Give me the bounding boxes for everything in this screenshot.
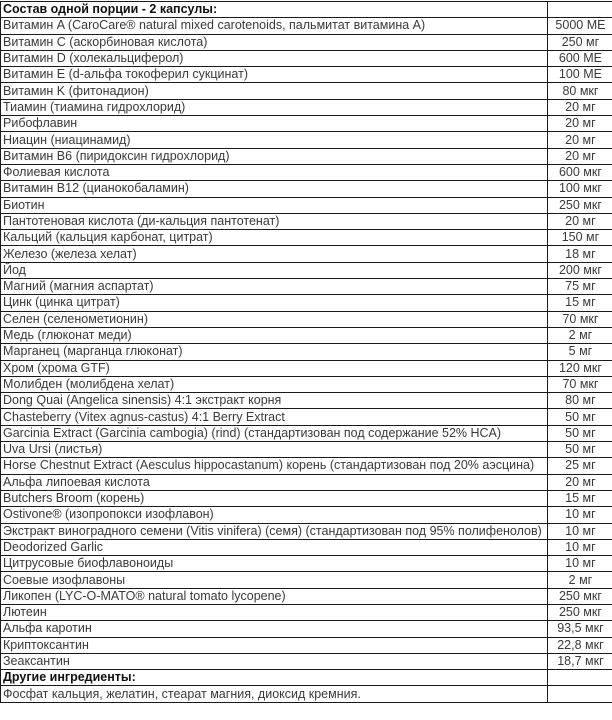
ingredient-name: Медь (глюконат меди): [1, 327, 548, 343]
ingredient-name: Селен (селенометионин): [1, 311, 548, 327]
ingredient-amount: 10 мг: [547, 523, 612, 539]
ingredient-row: [1, 637, 612, 653]
ingredient-name: Цитрусовые биофлавоноиды: [1, 556, 548, 572]
ingredient-amount: 100 мкг: [547, 181, 612, 197]
ingredient-name: Железо (железа хелат): [1, 246, 548, 262]
ingredient-amount: 50 мг: [547, 409, 612, 425]
ingredient-name: Магний (магния аспартат): [1, 279, 548, 295]
ingredient-name: Экстракт виноградного семени (Vitis vinifera) (семя) (стандартизован под 95% полифенолов): [1, 523, 548, 539]
ingredient-name: Витамин D (холекальциферол): [1, 50, 548, 66]
ingredient-row: [1, 425, 612, 441]
ingredient-name: Хром (хрома GTF): [1, 360, 548, 376]
ingredient-row: [1, 83, 612, 99]
ingredient-amount: 200 мкг: [547, 262, 612, 278]
ingredient-row: [1, 360, 612, 376]
ingredient-amount: 5 мг: [547, 344, 612, 360]
ingredient-row: [1, 604, 612, 620]
ingredient-row: [1, 539, 612, 555]
ingredient-amount: 250 мкг: [547, 604, 612, 620]
ingredient-amount: 100 МЕ: [547, 67, 612, 83]
ingredient-amount: 50 мг: [547, 442, 612, 458]
ingredient-row: [1, 621, 612, 637]
ingredient-name: Криптоксантин: [1, 637, 548, 653]
ingredient-amount: 600 МЕ: [547, 50, 612, 66]
ingredient-amount: 20 мг: [547, 213, 612, 229]
ingredient-amount: 80 мг: [547, 393, 612, 409]
ingredient-row: [1, 474, 612, 490]
ingredient-name: Лютеин: [1, 604, 548, 620]
ingredient-name: Витамин K (фитонадион): [1, 83, 548, 99]
ingredient-name: Ликопен (LYC-O-MATO® natural tomato lycopene): [1, 588, 548, 604]
ingredient-name: Ниацин (ниацинамид): [1, 132, 548, 148]
ingredient-name: Витамин B6 (пиридоксин гидрохлорид): [1, 148, 548, 164]
ingredient-row: [1, 116, 612, 132]
ingredient-row: [1, 442, 612, 458]
ingredient-amount: 93,5 мкг: [547, 621, 612, 637]
ingredient-amount: 120 мкг: [547, 360, 612, 376]
ingredient-row: [1, 523, 612, 539]
ingredient-row: [1, 164, 612, 180]
ingredient-amount: 22,8 мкг: [547, 637, 612, 653]
ingredient-name: Витамин B12 (цианокобаламин): [1, 181, 548, 197]
ingredient-amount: 20 мг: [547, 148, 612, 164]
ingredient-amount: 10 мг: [547, 556, 612, 572]
ingredient-name: Рибофлавин: [1, 116, 548, 132]
ingredient-name: Butchers Broom (корень): [1, 490, 548, 506]
ingredient-name: Horse Chestnut Extract (Aesculus hippocastanum) корень (стандартизован под 20% аэсцина): [1, 458, 548, 474]
ingredient-amount: 20 мг: [547, 132, 612, 148]
other-ingredients-amount-empty: [547, 670, 612, 686]
ingredient-name: Кальций (кальция карбонат, цитрат): [1, 230, 548, 246]
ingredient-amount: 20 мг: [547, 474, 612, 490]
ingredient-name: Зеаксантин: [1, 653, 548, 669]
ingredient-name: Йод: [1, 262, 548, 278]
ingredient-amount: 2 мг: [547, 327, 612, 343]
ingredient-name: Dong Quai (Angelica sinensis) 4:1 экстракт корня: [1, 393, 548, 409]
ingredient-row: [1, 588, 612, 604]
ingredient-amount: 250 мг: [547, 34, 612, 50]
other-ingredients-row: [1, 686, 612, 702]
ingredient-row: [1, 327, 612, 343]
ingredient-name: Deodorized Garlic: [1, 539, 548, 555]
ingredient-row: [1, 18, 612, 34]
ingredient-name: Пантотеновая кислота (ди-кальция пантотенат): [1, 213, 548, 229]
ingredient-row: [1, 99, 612, 115]
ingredient-row: [1, 376, 612, 392]
ingredient-row: [1, 197, 612, 213]
ingredient-amount: 250 мкг: [547, 588, 612, 604]
ingredient-name: Витамин A (CaroCare® natural mixed carotenoids, пальмитат витамина А): [1, 18, 548, 34]
other-ingredients-title: Другие ингредиенты:: [1, 670, 548, 686]
ingredient-row: [1, 490, 612, 506]
ingredient-amount: 250 мкг: [547, 197, 612, 213]
ingredient-row: [1, 246, 612, 262]
ingredient-row: [1, 181, 612, 197]
ingredient-name: Молибден (молибдена хелат): [1, 376, 548, 392]
header-row: [1, 2, 612, 18]
other-ingredients-amount-empty: [547, 686, 612, 702]
ingredient-row: [1, 458, 612, 474]
ingredient-row: [1, 295, 612, 311]
ingredient-name: Цинк (цинка цитрат): [1, 295, 548, 311]
ingredient-amount: 150 мг: [547, 230, 612, 246]
ingredient-row: [1, 132, 612, 148]
ingredient-name: Фолиевая кислота: [1, 164, 548, 180]
ingredient-amount: 10 мг: [547, 539, 612, 555]
ingredient-amount: 18 мг: [547, 246, 612, 262]
ingredient-row: [1, 67, 612, 83]
ingredient-amount: 25 мг: [547, 458, 612, 474]
ingredient-row: [1, 262, 612, 278]
ingredient-row: [1, 148, 612, 164]
ingredient-name: Альфа каротин: [1, 621, 548, 637]
ingredient-amount: 70 мкг: [547, 311, 612, 327]
ingredient-row: [1, 311, 612, 327]
ingredient-amount: 15 мг: [547, 490, 612, 506]
ingredient-row: [1, 279, 612, 295]
other-ingredients-text: Фосфат кальция, желатин, стеарат магния, диоксид кремния.: [1, 686, 548, 702]
ingredient-amount: 20 мг: [547, 116, 612, 132]
ingredient-amount: 80 мкг: [547, 83, 612, 99]
ingredient-row: [1, 556, 612, 572]
ingredient-row: [1, 409, 612, 425]
ingredient-amount: 2 мг: [547, 572, 612, 588]
ingredient-amount: 600 мкг: [547, 164, 612, 180]
ingredient-name: Альфа липоевая кислота: [1, 474, 548, 490]
ingredient-name: Биотин: [1, 197, 548, 213]
composition-table: [0, 1, 612, 703]
ingredient-row: [1, 572, 612, 588]
ingredient-row: [1, 230, 612, 246]
ingredient-row: [1, 507, 612, 523]
ingredient-row: [1, 393, 612, 409]
ingredient-row: [1, 213, 612, 229]
ingredient-name: Соевые изофлавоны: [1, 572, 548, 588]
ingredient-amount: 15 мг: [547, 295, 612, 311]
ingredient-amount: 5000 МЕ: [547, 18, 612, 34]
ingredient-name: Витамин C (аскорбиновая кислота): [1, 34, 548, 50]
ingredient-amount: 75 мг: [547, 279, 612, 295]
ingredient-name: Uva Ursi (листья): [1, 442, 548, 458]
ingredient-name: Тиамин (тиамина гидрохлорид): [1, 99, 548, 115]
ingredient-row: [1, 653, 612, 669]
ingredient-amount: 70 мкг: [547, 376, 612, 392]
ingredient-amount: 50 мг: [547, 425, 612, 441]
other-ingredients-header-row: [1, 670, 612, 686]
ingredient-name: Garcinia Extract (Garcinia cambogia) (rind) (стандартизован под содержание 52% HCA): [1, 425, 548, 441]
ingredient-row: [1, 34, 612, 50]
serving-title: Состав одной порции - 2 капсулы:: [1, 2, 548, 18]
ingredient-name: Витамин E (d-альфа токоферил сукцинат): [1, 67, 548, 83]
ingredient-amount: 20 мг: [547, 99, 612, 115]
ingredient-name: Ostivone® (изопропокси изофлавон): [1, 507, 548, 523]
ingredient-row: [1, 344, 612, 360]
serving-amount: [547, 2, 612, 18]
ingredient-row: [1, 50, 612, 66]
ingredient-amount: 10 мг: [547, 507, 612, 523]
ingredient-name: Марганец (марганца глюконат): [1, 344, 548, 360]
ingredient-name: Chasteberry (Vitex agnus-castus) 4:1 Berry Extract: [1, 409, 548, 425]
ingredient-amount: 18,7 мкг: [547, 653, 612, 669]
